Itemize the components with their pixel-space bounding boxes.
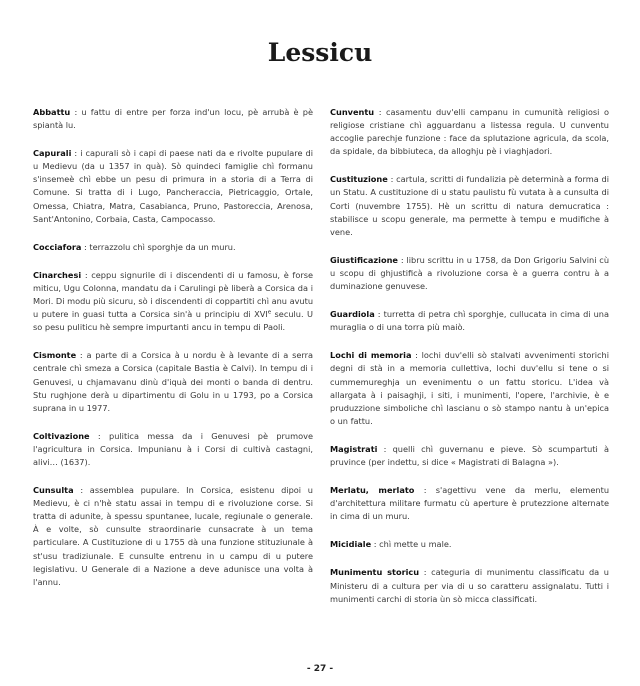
- entry-term: Cismonte: [33, 350, 77, 361]
- glossary-entry: Magistrati : quelli chì guvernanu e pieve. Sò scumpartuti à pruvince (per indettu, si dice « Magistrati di Balagna »).: [330, 443, 609, 467]
- page-number: - 27 -: [306, 664, 334, 674]
- glossary-entry: Cocciafora : terrazzolu chì sporghje da un muru.: [33, 241, 236, 252]
- entry-definition: libru scrittu in u 1758, da Don Grigoriu Salvini cù u scopu di ghjustificà a rivoluzione corsa è a guerra contru à a duminazione genuvese.: [330, 254, 610, 292]
- entry-term: Cunventu: [330, 107, 375, 117]
- entry-definition-continued: seculu. U so pesu puliticu hè sempre impurtanti ancu in tempu di Paoli.: [33, 309, 313, 333]
- entry-definition: casamentu duv'elli campanu in cumunità religiosi o religiose cristiane chì agguardanu a listessa regula. U cunventu accoglie parechje funzione : face da splutazione agricula, da scola, da spidale, da bibbiuteca, da alloghju pè i viaghjadori.: [330, 107, 609, 157]
- entry-term: Micidiale: [330, 539, 372, 550]
- entry-term: Cocciafora: [33, 241, 82, 252]
- entry-definition: u fattu di entre per forza ind'un locu, pè arrubà è pè spiantà lu.: [33, 107, 314, 131]
- entry-term: Cunsulta: [33, 485, 74, 496]
- entry-term: Capurali: [33, 148, 72, 159]
- entry-term: Magistrati: [330, 443, 378, 454]
- glossary-entry: Coltivazione : pulitica messa da i Genuvesi pè prumove l'agricultura in Corsica. Impunianu à i Corsi di cultivà castagni, alivi… (1637).: [33, 430, 313, 467]
- entry-definition: turretta di petra chì sporghje, cullucata in cima di una muraglia o di una torra più maiò.: [330, 309, 609, 333]
- entry-definition: ceppu signurile di i discendenti di u famosu, è forse miticu, Ugu Colonna, mandatu da i Carulingi pè liberà a Corsica da i Mori. Di modu più sicuru, sò i discendenti di coppartiti chì anu avutu u putere in guasi tutta a Corsica sin'à u principiu di XVI: [33, 269, 314, 320]
- entry-term: Merlatu, merlato: [330, 485, 415, 496]
- glossary-column-right: [330, 106, 609, 621]
- entry-term: Cinarchesi: [33, 269, 82, 280]
- glossary-entry: Cunsulta : assemblea pupulare. In Corsica, esistenu dipoi u Medievu, è ci n'hè statu assai in tempu di e rivoluzione corse. Si tratta di adunite, à spessu spuntanee, lucale, regiunale o generale. À e volte, sò cunsulte straordinarie cunsacrate à un tema particulare. A Custituzione di u 1755 dà una funzione stituziunale à st'usu tradiziunale. E cunsulte entrenu in u campu di u putere legislativu. U Generale di a Nazione a deve adunisce una volta à l'annu.: [33, 485, 313, 587]
- entry-definition: pulitica messa da i Genuvesi pè prumove l'agricultura in Corsica. Impunianu à i Corsi di cultivà castagni, alivi… (1637).: [33, 430, 313, 467]
- entry-term: Guardiola: [330, 309, 375, 320]
- glossary-entry: Capurali : i capurali sò i capi di paese nati da e rivolte pupulare di u Medievu (da u 1357 in quà). Sò quindeci famiglie chì formanu s'insemeè chì ebbe un pesu di primura in a storia di a Terra di Comune. Si tratta di i Lugo, Pancheraccia, Pietricaggio, Ortale, Omessa, Chiatra, Matra, Casabianca, Pruno, Pastoreccia, Arenosa, Sant'Antonino, Corbaia, Casta, Campocasso.: [33, 148, 313, 224]
- page-title: Lessicu: [267, 38, 373, 67]
- entry-definition: quelli chì guvernanu e pieve. Sò scumpartuti à pruvince (per indettu, si dice « Magistrati di Balagna »).: [330, 443, 609, 467]
- entry-definition: s'agettivu vene da merlu, elementu d'architettura militare furmatu cù aperture è prutezzione alternate in cima di un muru.: [330, 485, 610, 522]
- glossary-entry: Custituzione : cartula, scritti di fundalizia pè determinà a forma di un Statu. A custituzione di u statu paulistu fù vutata à a cunsulta di Corti (nuvembre 1755). Hè un scrittu di natura demucratica : stabilisce u scopu generale, ma permette à tempu e mudifiche à vene.: [330, 174, 609, 237]
- entry-term: Abbattu: [33, 107, 71, 117]
- entry-definition: lochi duv'elli sò stalvati avvenimenti storichi degni di stà in a memoria cullettiva, lochi duv'ellu si tene o si cummemureghja un evenimentu o un fattu storicu. L'idea và allargata à i paisaghji, i siti, i munimenti, l'opere, l'archivie, è e pruduzzione simboliche chì lascianu o sò stampo nantu à un'epica o un fattu.: [330, 350, 610, 426]
- glossary-column-left: [33, 106, 313, 604]
- glossary-entry: Guardiola : turretta di petra chì sporghje, cullucata in cima di una muraglia o di una torra più maiò.: [330, 309, 609, 333]
- glossary-entry: Giustificazione : libru scrittu in u 1758, da Don Grigoriu Salvini cù u scopu di ghjustificà a rivoluzione corsa è a guerra contru à a duminazione genuvese.: [330, 254, 610, 292]
- glossary-entry: Cinarchesi : ceppu signurile di i discendenti di u famosu, è forse miticu, Ugu Colonna, mandatu da i Carulingi pè liberà a Corsica da i Mori. Di modu più sicuru, sò i discendenti di coppartiti chì anu avutu u putere in guasi tutta a Corsica sin'à u principiu di XVIe seculu. U so pesu puliticu hè sempre impurtanti ancu in tempu di Paoli.: [33, 269, 314, 333]
- entry-term: Custituzione: [330, 174, 388, 185]
- entry-term: Munimentu storicu: [330, 567, 420, 578]
- glossary-entry: Cunventu : casamentu duv'elli campanu in cumunità religiosi o religiose cristiane chì agguardanu a listessa regula. U cunventu accoglie parechje funzione : face da splutazione agricula, da scola, da spidale, da bibbiuteca, da alloghju pè i viaghjadori.: [330, 107, 609, 157]
- glossary-entry: Lochi di memoria : lochi duv'elli sò stalvati avvenimenti storichi degni di stà in a memoria cullettiva, lochi duv'ellu si tene o si cummemureghja un evenimentu o un fattu storicu. L'idea và allargata à i paisaghji, i siti, i munimenti, l'opere, l'archivie, è e pruduzzione simboliche chì lascianu o sò stampo nantu à un'epica o un fattu.: [330, 350, 610, 426]
- entry-definition: assemblea pupulare. In Corsica, esistenu dipoi u Medievu, è ci n'hè statu assai in tempu di e rivoluzione corse. Si tratta di adunite, à spessu spuntanee, lucale, regiunale o generale. À e volte, sò cunsulte straordinarie cunsacrate à un tema particulare. A Custituzione di u 1755 dà una funzione stituziunale à st'usu tradiziunale. E cunsulte entrenu in u campu di u putere legislativu. U Generale di a Nazione a deve adunisce una volta à l'annu.: [33, 485, 313, 587]
- glossary-entry: Cismonte : a parte di a Corsica à u nordu è à levante di a serra centrale chì smeza a Corsica (capitale Bastia è Calvi). In tempu di i Genuvesi, u chjamavanu dinù d'iquà dei monti o banda di dentru. Stu rughjone derà u dipartimentu di Golu in u 1793, po a Corsica suprana in u 1977.: [33, 350, 313, 413]
- entry-definition: i capurali sò i capi di paese nati da e rivolte pupulare di u Medievu (da u 1357 in quà). Sò quindeci famiglie chì formanu s'insemeè chì ebbe un pesu di primura in a storia di a Terra di Comune. Si tratta di i Lugo, Pancheraccia, Pietricaggio, Ortale, Omessa, Chiatra, Matra, Casabianca, Pruno, Pastoreccia, Arenosa, Sant'Antonino, Corbaia, Casta, Campocasso.: [33, 148, 313, 224]
- glossary-entry: Munimentu storicu : categuria di munimentu classificatu da u Ministeru di a cultura per via di u so caratteru assignalatu. Tutti i munimenti carchi di storia ùn sò micca classificati.: [330, 567, 610, 604]
- entry-definition: terrazzolu chì sporghje da un muru.: [89, 241, 236, 252]
- entry-superscript: e: [267, 309, 272, 316]
- glossary-entry: Micidiale : chì mette u male.: [330, 539, 452, 550]
- entry-definition: categuria di munimentu classificatu da u Ministeru di a cultura per via di u so caratteru assignalatu. Tutti i munimenti carchi di storia ùn sò micca classificati.: [330, 567, 610, 604]
- entry-term: Giustificazione: [330, 254, 398, 265]
- entry-term: Lochi di memoria: [330, 350, 412, 361]
- entry-term: Coltivazione: [33, 430, 90, 441]
- entry-definition: cartula, scritti di fundalizia pè determinà a forma di un Statu. A custituzione di u statu paulistu fù vutata à a cunsulta di Corti (nuvembre 1755). Hè un scrittu di natura demucratica : stabilisce u scopu generale, ma permette à tempu e mudifiche à vene.: [330, 174, 609, 237]
- entry-definition: a parte di a Corsica à u nordu è à levante di a serra centrale chì smeza a Corsica (capitale Bastia è Calvi). In tempu di i Genuvesi, u chjamavanu dinù d'iquà dei monti o banda di dentru. Stu rughjone derà u dipartimentu di Golu in u 1793, po a Corsica suprana in u 1977.: [33, 350, 313, 413]
- entry-definition: chì mette u male.: [379, 539, 452, 550]
- glossary-entry: Merlatu, merlato : s'agettivu vene da merlu, elementu d'architettura militare furmatu cù aperture è prutezzione alternate in cima di un muru.: [330, 485, 610, 522]
- glossary-entry: Abbattu : u fattu di entre per forza ind'un locu, pè arrubà è pè spiantà lu.: [33, 107, 314, 131]
